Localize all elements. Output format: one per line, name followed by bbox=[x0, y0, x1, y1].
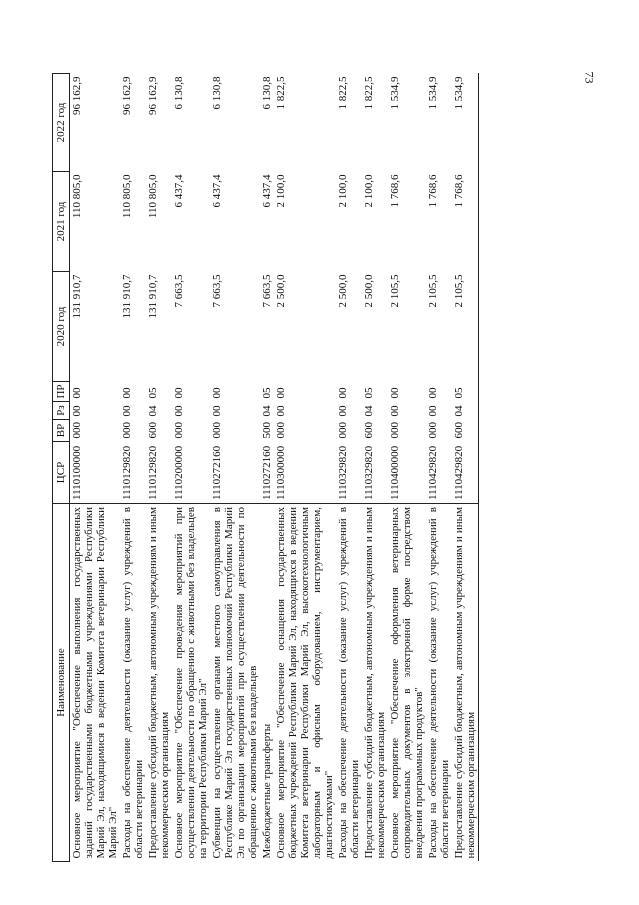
row-2020: 2 500,0 bbox=[363, 274, 375, 308]
row-2020: 2 500,0 bbox=[337, 274, 349, 308]
row-2020: 2 105,5 bbox=[427, 274, 439, 308]
row-2020: 7 663,5 bbox=[211, 274, 223, 308]
row-pr: 05 bbox=[363, 387, 375, 399]
row-csr: 1110400000 bbox=[389, 445, 401, 500]
row-csr: 1110129820 bbox=[147, 445, 159, 500]
row-csr: 1110429820 bbox=[427, 445, 439, 500]
row-pr: 05 bbox=[452, 382, 479, 402]
row-rz: 04 bbox=[363, 405, 375, 417]
header-rz: Рз bbox=[53, 402, 70, 420]
row-name: Основное мероприятие "Обеспечение проведения мероприятий при осуществлении деятельности по обращению с животными без владельцев на территории Республики Марий Эл" bbox=[172, 504, 210, 862]
header-2020: 2020 год bbox=[53, 272, 70, 382]
row-2022: 96 162,9 bbox=[71, 76, 83, 115]
row-pr: 00 bbox=[211, 387, 223, 399]
row-vr: 600 bbox=[147, 422, 159, 439]
budget-table-sheet bbox=[52, 71, 636, 862]
row-2020: 2 500,0 bbox=[275, 274, 287, 308]
row-pr: 00 bbox=[121, 387, 133, 399]
row-pr: 00 bbox=[173, 387, 185, 399]
table-row bbox=[260, 74, 274, 862]
row-vr: 000 bbox=[71, 422, 83, 439]
row-name: Расходы на обеспечение деятельности (оказание услуг) учреждений в области ветеринарии bbox=[120, 504, 146, 862]
table-header-row bbox=[53, 74, 70, 862]
row-csr: 1110200000 bbox=[173, 445, 185, 500]
row-vr: 600 bbox=[452, 420, 479, 442]
header-2022: 2022 год bbox=[53, 74, 70, 172]
row-name: Основное мероприятие "Обеспечение выполнения государственных заданий государственными бюджетными учреждениями Республики Марий Эл, находящимися в ведении Комитета ветеринарии Республики Марий Эл" bbox=[70, 504, 121, 862]
row-2021: 1 768,6 bbox=[452, 172, 479, 272]
row-rz: 00 bbox=[337, 405, 349, 417]
row-rz: 00 bbox=[275, 405, 287, 417]
row-2022: 1 534,9 bbox=[389, 76, 401, 110]
row-pr: 05 bbox=[261, 387, 273, 399]
row-rz: 00 bbox=[389, 405, 401, 417]
row-2021: 6 437,4 bbox=[261, 174, 273, 208]
row-vr: 000 bbox=[121, 422, 133, 439]
row-name: Предоставление субсидий бюджетным, автономным учреждениям и иным некоммерческим организациям bbox=[146, 504, 172, 862]
row-csr: 1110272160 bbox=[211, 445, 223, 500]
table-row bbox=[146, 74, 172, 862]
header-2021: 2021 год bbox=[53, 172, 70, 272]
row-2020: 7 663,5 bbox=[173, 274, 185, 308]
row-rz: 00 bbox=[121, 405, 133, 417]
row-rz: 04 bbox=[147, 405, 159, 417]
row-pr: 00 bbox=[71, 387, 83, 399]
row-name: Предоставление субсидий бюджетным, автономным учреждениям и иным некоммерческим организациям bbox=[452, 504, 479, 862]
table-row bbox=[388, 74, 426, 862]
row-rz: 00 bbox=[211, 405, 223, 417]
row-rz: 04 bbox=[261, 405, 273, 417]
row-csr: 1110129820 bbox=[121, 445, 133, 500]
table-row bbox=[336, 74, 362, 862]
table-row bbox=[210, 74, 260, 862]
row-2020: 7 663,5 bbox=[261, 274, 273, 308]
row-2022: 6 130,8 bbox=[173, 76, 185, 110]
row-rz: 00 bbox=[173, 405, 185, 417]
page-number: 73 bbox=[582, 71, 597, 84]
table-row bbox=[426, 74, 452, 862]
row-2021: 110 805,0 bbox=[121, 174, 133, 219]
header-pr: ПР bbox=[53, 382, 70, 402]
row-2020: 131 910,7 bbox=[121, 274, 133, 319]
row-vr: 000 bbox=[275, 422, 287, 439]
row-vr: 000 bbox=[389, 422, 401, 439]
row-vr: 600 bbox=[363, 422, 375, 439]
budget-table bbox=[52, 73, 479, 862]
row-2020: 131 910,7 bbox=[71, 274, 83, 319]
table-body bbox=[70, 74, 479, 862]
row-vr: 000 bbox=[173, 422, 185, 439]
row-name: Расходы на обеспечение деятельности (оказание услуг) учреждений в области ветеринарии bbox=[336, 504, 362, 862]
row-name: Основное мероприятие "Обеспечение оснащения государственных бюджетных учреждений Республики Марий Эл, находящихся в ведении Комитета ветеринарии Республики Марий Эл, высокотехнологичным лабораторным и офисным оборудованием, инструментарием, диагностикумами" bbox=[274, 504, 336, 862]
row-2021: 2 100,0 bbox=[275, 174, 287, 208]
row-pr: 00 bbox=[389, 387, 401, 399]
row-2022: 1 534,9 bbox=[452, 74, 479, 172]
row-vr: 000 bbox=[211, 422, 223, 439]
row-vr: 000 bbox=[337, 422, 349, 439]
row-csr: 1110272160 bbox=[261, 445, 273, 500]
row-pr: 00 bbox=[427, 387, 439, 399]
table-row bbox=[362, 74, 388, 862]
row-csr: 1110429820 bbox=[452, 442, 479, 504]
row-2022: 1 822,5 bbox=[363, 76, 375, 110]
row-2021: 6 437,4 bbox=[173, 174, 185, 208]
table-row bbox=[120, 74, 146, 862]
header-name: Наименование bbox=[53, 504, 70, 862]
row-2020: 2 105,5 bbox=[389, 274, 401, 308]
row-csr: 1110329820 bbox=[363, 445, 375, 500]
row-name: Основное мероприятие "Обеспечение оформления ветеринарных сопроводительных документов в электронной форме посредством внедрения программных продуктов" bbox=[388, 504, 426, 862]
row-vr: 500 bbox=[261, 422, 273, 439]
header-csr: ЦСР bbox=[53, 442, 70, 504]
row-2021: 2 100,0 bbox=[363, 174, 375, 208]
row-2021: 110 805,0 bbox=[147, 174, 159, 219]
row-2021: 1 768,6 bbox=[427, 174, 439, 208]
row-2022: 96 162,9 bbox=[147, 76, 159, 115]
row-2022: 6 130,8 bbox=[211, 76, 223, 110]
row-csr: 1110100000 bbox=[71, 445, 83, 500]
row-vr: 000 bbox=[427, 422, 439, 439]
row-2022: 6 130,8 bbox=[261, 76, 273, 110]
row-rz: 04 bbox=[452, 402, 479, 420]
row-pr: 05 bbox=[147, 387, 159, 399]
row-2021: 6 437,4 bbox=[211, 174, 223, 208]
table-row bbox=[172, 74, 210, 862]
row-csr: 1110329820 bbox=[337, 445, 349, 500]
row-name: Межбюджетные трансферты bbox=[260, 504, 274, 862]
header-vr: ВР bbox=[53, 420, 70, 442]
table-row bbox=[70, 74, 121, 862]
row-name: Субвенции на осуществление органами местного самоуправления в Республике Марий Эл государственных полномочий Республики Марий Эл по организации мероприятий при осуществлении деятельности по обращению с животными без владельцев bbox=[210, 504, 260, 862]
row-name: Предоставление субсидий бюджетным, автономным учреждениям и иным некоммерческим организациям bbox=[362, 504, 388, 862]
row-2022: 96 162,9 bbox=[121, 76, 133, 115]
row-2022: 1 822,5 bbox=[275, 76, 287, 110]
row-name: Расходы на обеспечение деятельности (оказание услуг) учреждений в области ветеринарии bbox=[426, 504, 452, 862]
row-pr: 00 bbox=[275, 387, 287, 399]
row-rz: 00 bbox=[427, 405, 439, 417]
row-2021: 110 805,0 bbox=[71, 174, 83, 219]
row-2022: 1 822,5 bbox=[337, 76, 349, 110]
row-rz: 00 bbox=[71, 405, 83, 417]
row-2021: 2 100,0 bbox=[337, 174, 349, 208]
table-row bbox=[274, 74, 336, 862]
row-2021: 1 768,6 bbox=[389, 174, 401, 208]
table-row bbox=[452, 74, 479, 862]
row-2020: 2 105,5 bbox=[452, 272, 479, 382]
row-2022: 1 534,9 bbox=[427, 76, 439, 110]
row-csr: 1110300000 bbox=[275, 445, 287, 500]
row-2020: 131 910,7 bbox=[147, 274, 159, 319]
row-pr: 00 bbox=[337, 387, 349, 399]
